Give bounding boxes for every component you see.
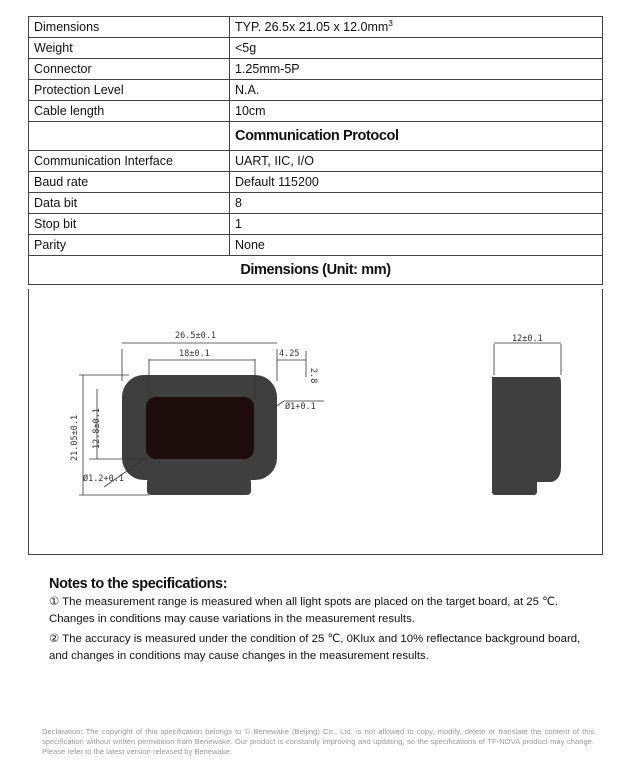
spec-row xyxy=(29,38,603,59)
spec-row xyxy=(29,80,603,101)
section-row-dimensions xyxy=(29,256,603,285)
sensor-side-view xyxy=(492,377,561,495)
dim-small-label: 2.8 xyxy=(308,368,318,384)
spec-row xyxy=(29,214,603,235)
spec-value xyxy=(230,172,603,193)
spec-row xyxy=(29,172,603,193)
spec-table xyxy=(28,16,603,285)
sensor-base xyxy=(147,478,251,495)
dim-hole-left-label: Ø1.2+0.1 xyxy=(83,474,124,484)
spec-value-text: TYP. 26.5x 21.05 x 12.0mm xyxy=(235,20,389,34)
spec-row xyxy=(29,17,603,38)
spec-label: Parity xyxy=(29,235,230,256)
dim-depth-label: 12±0.1 xyxy=(512,334,543,344)
dimension-drawing xyxy=(28,289,603,555)
spec-label: Protection Level xyxy=(29,80,230,101)
note-item: ② The accuracy is measured under the condition of 25 ℃, 0Klux and 10% reflectance background board, and changes in conditions may cause changes in the measurement results. xyxy=(49,633,581,662)
spec-row xyxy=(29,101,603,122)
dim-width-label: 26.5±0.1 xyxy=(175,331,216,341)
spec-value xyxy=(230,235,603,256)
spec-row xyxy=(29,193,603,214)
spec-value xyxy=(230,151,603,172)
spec-value xyxy=(230,214,603,235)
spec-label: Data bit xyxy=(29,193,230,214)
spec-value-text: UART, IIC, I/O xyxy=(235,154,314,168)
notes-title: Notes to the specifications: xyxy=(49,576,228,592)
sensor-window xyxy=(146,397,254,459)
spec-value-text: None xyxy=(235,238,265,252)
section-title-dimensions: Dimensions (Unit: mm) xyxy=(29,256,603,285)
section-row-communication xyxy=(29,122,603,151)
spec-value-text: 1.25mm-5P xyxy=(235,62,300,76)
spec-value xyxy=(230,17,603,38)
spec-value xyxy=(230,101,603,122)
dim-inner-width-label: 18±0.1 xyxy=(179,349,210,359)
spec-value-text: Default 115200 xyxy=(235,175,319,189)
spec-label: Cable length xyxy=(29,101,230,122)
spec-value-superscript: 3 xyxy=(388,18,393,28)
sensor-front-view xyxy=(122,375,277,495)
spec-row xyxy=(29,151,603,172)
spec-label: Baud rate xyxy=(29,172,230,193)
sensor-side-base xyxy=(492,479,537,495)
spec-value-text: <5g xyxy=(235,41,257,55)
spec-label: Communication Interface xyxy=(29,151,230,172)
spec-label: Stop bit xyxy=(29,214,230,235)
dim-height-label: 21.05±0.1 xyxy=(70,414,80,461)
spec-value xyxy=(230,38,603,59)
spec-label: Dimensions xyxy=(29,17,230,38)
spec-value xyxy=(230,80,603,101)
spec-value-text: 8 xyxy=(235,196,242,210)
notes-section xyxy=(49,576,594,668)
spec-label: Weight xyxy=(29,38,230,59)
spec-label: Connector xyxy=(29,59,230,80)
spec-value-text: 10cm xyxy=(235,104,266,118)
spec-row xyxy=(29,59,603,80)
spec-value xyxy=(230,59,603,80)
dim-hole-right-label: Ø1+0.1 xyxy=(285,402,316,412)
section-title-communication: Communication Protocol xyxy=(230,122,603,151)
note-item: ① The measurement range is measured when all light spots are placed on the target board, at 25 ℃. Changes in conditions may cause variations in the measurement results. xyxy=(49,596,559,625)
spec-value-text: N.A. xyxy=(235,83,260,97)
dim-offset-label: 4.25 xyxy=(279,349,300,359)
dimension-drawing-svg xyxy=(29,289,602,554)
spec-row xyxy=(29,235,603,256)
spec-value xyxy=(230,193,603,214)
sensor-side-body xyxy=(492,377,561,482)
declaration-text: Declaration: The copyright of this specification belongs to © Benewake (Beijing) Co., Ltd. is not allowed to copy, modify, delete or translate the content of this specification without written permission from Benewake. Our product is constantly improving and updating, so the specifications of TF-NOVA product may change. Please refer to the latest version released by Benewake. xyxy=(42,727,594,756)
dim-inner-height-label: 12.8±0.1 xyxy=(92,408,102,449)
spec-value-text: 1 xyxy=(235,217,242,231)
